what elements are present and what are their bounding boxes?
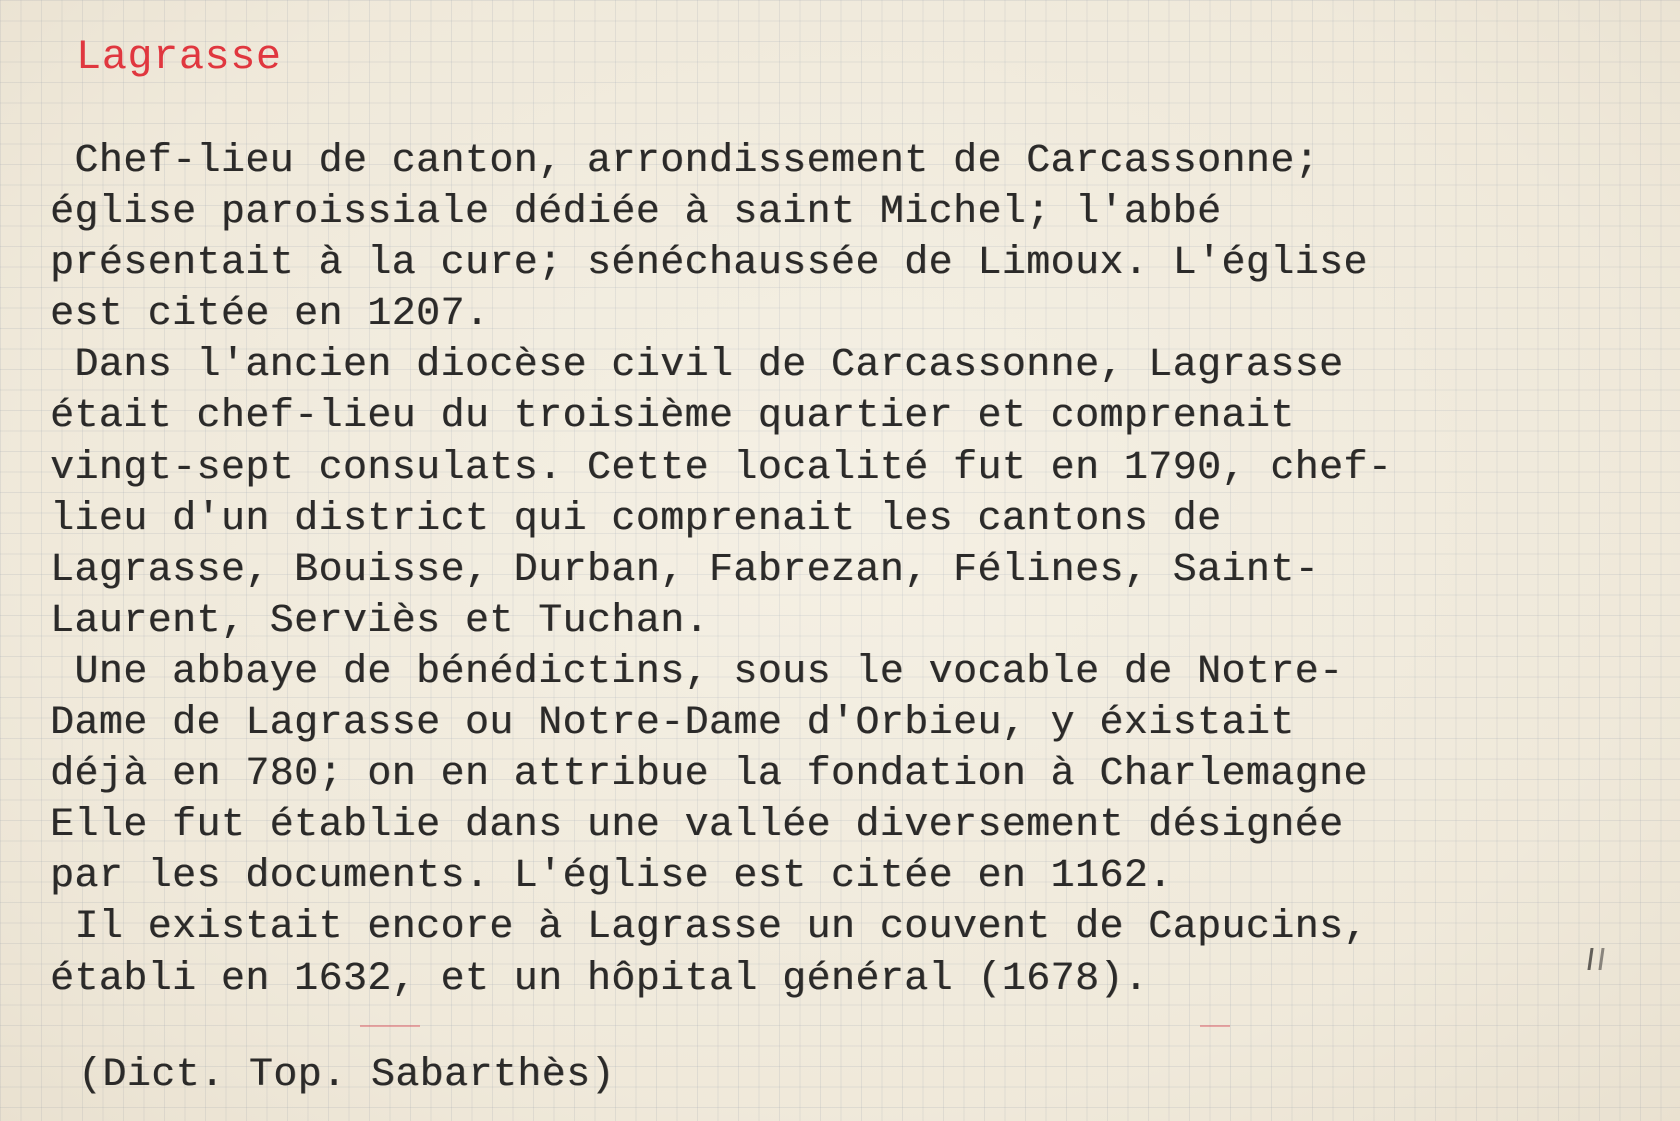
body-text — [50, 136, 1670, 1005]
page-title: Lagrasse — [76, 33, 282, 81]
text-line: église paroissiale dédiée à saint Michel; l'abbé — [50, 190, 1222, 236]
text-line: lieu d'un district qui comprenait les cantons de — [50, 496, 1222, 542]
text-line: Une abbaye de bénédictins, sous le vocable de Notre- — [50, 649, 1344, 695]
text-line: Chef-lieu de canton, arrondissement de Carcassonne; — [50, 139, 1320, 184]
source-citation: (Dict. Top. Sabarthès) — [78, 1053, 615, 1098]
text-line: était chef-lieu du troisième quartier et comprenait — [50, 394, 1295, 440]
text-line: déjà en 780; on en attribue la fondation à Charlemagne — [50, 752, 1368, 798]
red-margin-mark — [360, 1025, 420, 1027]
text-line: vingt-sept consulats. Cette localité fut en 1790, chef- — [50, 445, 1393, 491]
text-line: est citée en 1207. — [50, 292, 490, 338]
text-line: présentait à la cure; sénéchaussée de Limoux. L'église — [50, 241, 1368, 287]
text-line: Dame de Lagrasse ou Notre-Dame d'Orbieu, y éxistait — [50, 701, 1295, 747]
text-line: Lagrasse, Bouisse, Durban, Fabrezan, Félines, Saint- — [50, 547, 1320, 593]
text-line: établi en 1632, et un hôpital général (1678). — [50, 956, 1149, 1002]
text-line: Il existait encore à Lagrasse un couvent de Capucins, — [50, 905, 1368, 951]
text-line: Elle fut établie dans une vallée diversement désignée — [50, 803, 1344, 849]
text-line: Dans l'ancien diocèse civil de Carcassonne, Lagrasse — [50, 343, 1344, 389]
text-line: par les documents. L'église est citée en 1162. — [50, 854, 1173, 900]
text-line: Laurent, Serviès et Tuchan. — [50, 598, 709, 644]
red-margin-mark — [1200, 1025, 1230, 1027]
